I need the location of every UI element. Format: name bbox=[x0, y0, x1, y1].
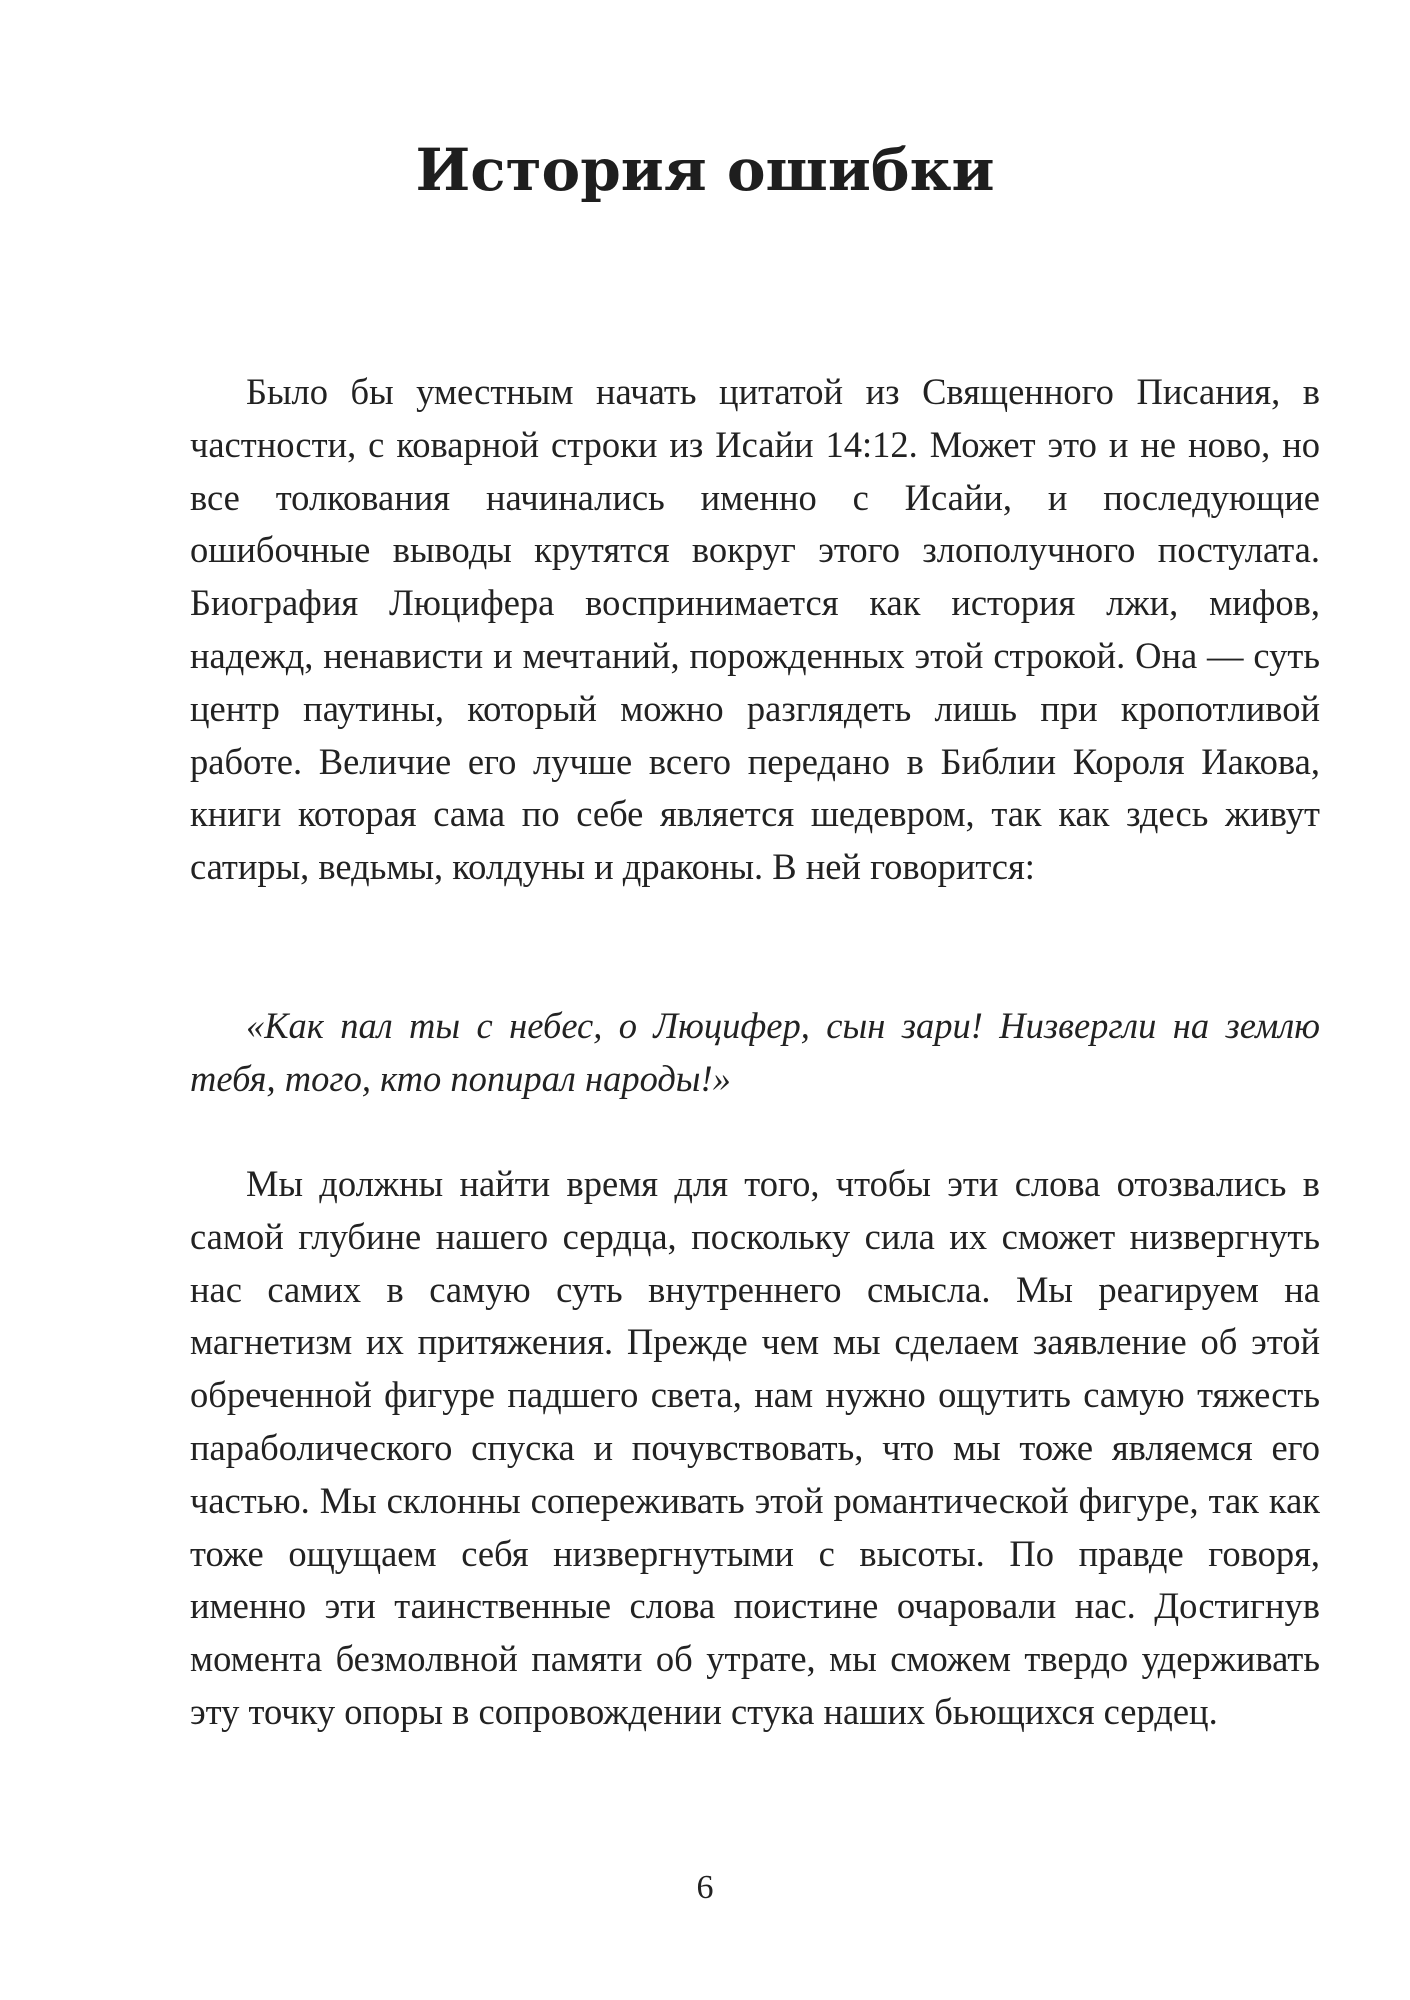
paragraph-intro: Было бы уместным начать цитатой из Священного Писания, в частности, с коварной строки из Исайи 14:12. Может это и не ново, но все толкования начинались именно с Исайи, и последующие ошибочные выводы крутятся вокруг этого злополучного постулата. Биография Люцифера воспринимается как история лжи, мифов, надежд, ненависти и мечтаний, порожденных этой строкой. Она — суть центр паутины, который можно разглядеть лишь при кропотливой работе. Величие его лучше всего передано в Библии Короля Иакова, книги которая сама по себе является шедевром, так как здесь живут сатиры, ведьмы, колдуны и драконы. В ней говорится: bbox=[190, 371, 1320, 888]
chapter-title: История ошибки bbox=[415, 136, 995, 204]
page-number: 6 bbox=[696, 1869, 714, 1906]
paragraph-reflection: Мы должны найти время для того, чтобы эти слова отозвались в самой глубине нашего сердца, поскольку сила их сможет низвергнуть нас самих в самую суть внутреннего смысла. Мы реагируем на магнетизм их притяжения. Прежде чем мы сделаем заявление об этой обреченной фигуре падшего света, нам нужно ощутить самую тяжесть параболического спуска и почувствовать, что мы тоже являемся его частью. Мы склонны сопереживать этой романтической фигуре, так как тоже ощущаем себя низвергнутыми с высоты. По правде говоря, именно эти таинственные слова поистине очаровали нас. Достигнув момента безмолвной памяти об утрате, мы сможем твердо удерживать эту точку опоры в сопровождении стука наших бьющихся сердец. bbox=[190, 1163, 1320, 1732]
scripture-quote: «Как пал ты с небес, о Люцифер, сын зари! Низвергли на землю тебя, того, кто попирал народы!» bbox=[190, 1005, 1320, 1099]
